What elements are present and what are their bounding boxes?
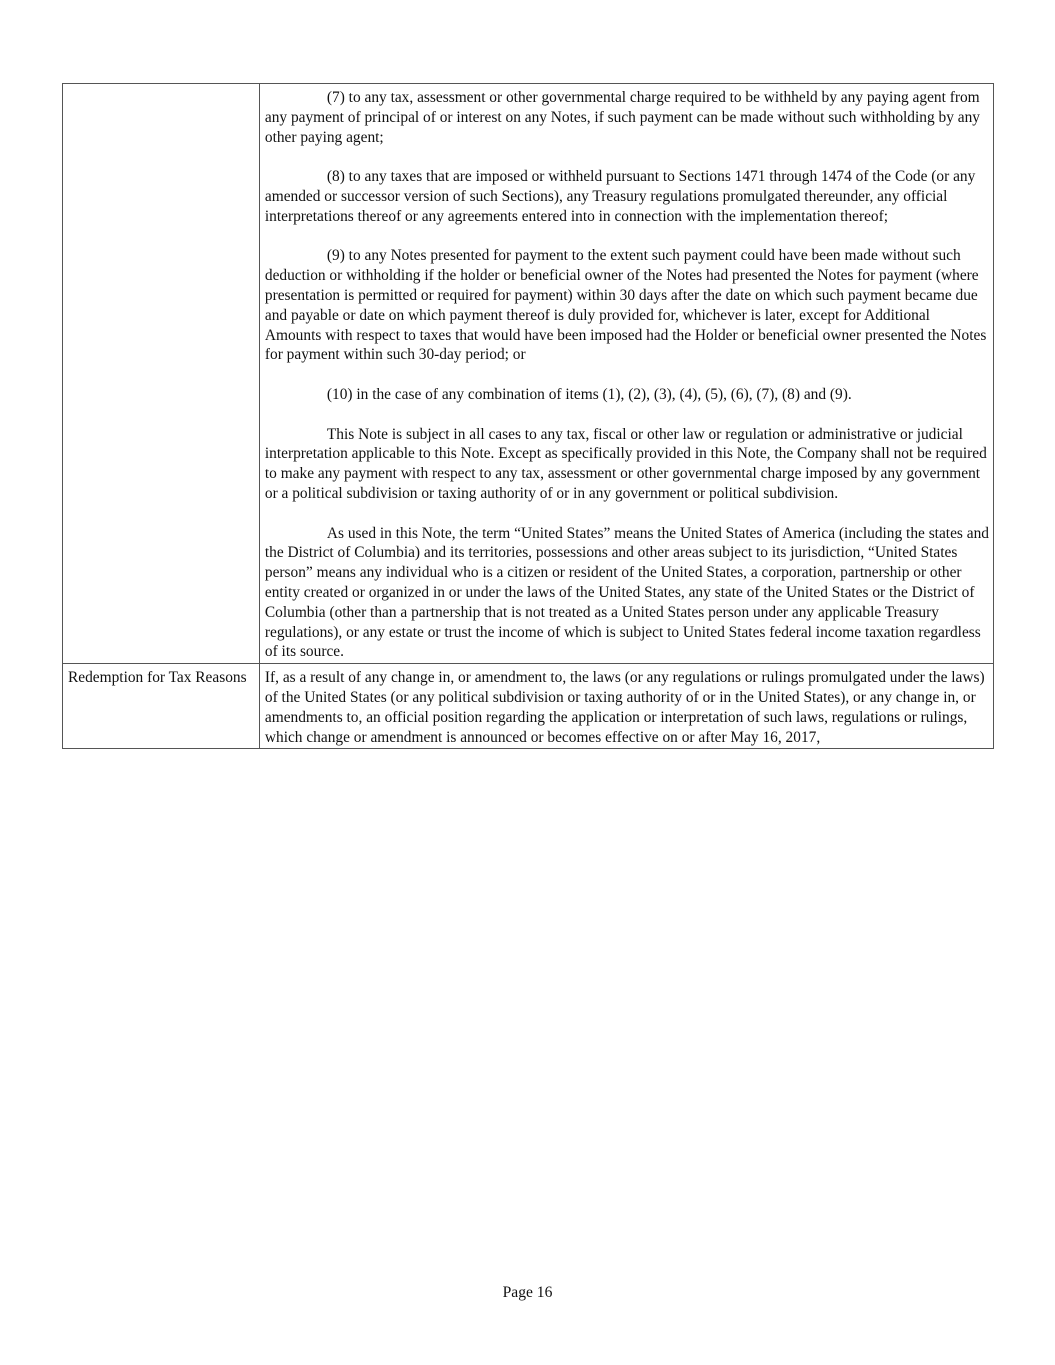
paragraph-text: As used in this Note, the term “United States” means the United States of America (including the states and the District of Columbia) and its territories, possessions and other areas subject to its jurisdiction, “United States person” means any individual who is a citizen or resident of the United States, a corporation, partnership or other entity created or organized in or under the laws of the United States, any state of the United States or the District of Columbia (other than a partnership that is not treated as a United States person under any applicable Treasury regulations), or any estate or trust the income of which is subject to United States federal income taxation regardless of its source. <box>264 524 989 661</box>
paragraph-item-10 <box>265 385 989 405</box>
page-number: Page 16 <box>502 1284 553 1301</box>
paragraph-text: (7) to any tax, assessment or other governmental charge required to be withheld by any paying agent from any payment of principal of or interest on any Notes, if such payment can be made without such withholding by any other paying agent; <box>264 89 980 146</box>
paragraph-text: If, as a result of any change in, or amendment to, the laws (or any regulations or rulings promulgated under the laws) of the United States (or any political subdivision or taxing authority of or in the United States), or any change in, or amendments to, an official position regarding the application or interpretation of such laws, regulations or rulings, which change or amendment is announced or becomes effective on or after May 16, 2017, <box>264 669 985 746</box>
row-text-cell <box>259 664 993 749</box>
table-row-withholding-exceptions <box>63 84 994 664</box>
paragraph-applicable-law <box>265 425 989 504</box>
terms-table <box>62 83 994 749</box>
paragraph-text: (8) to any taxes that are imposed or withheld pursuant to Sections 1471 through 1474 of the Code (or any amended or successor version of such Sections), any Treasury regulations promulgated thereunder, any official interpretations thereof or any agreements entered into in connection with the implementation thereof; <box>264 168 976 225</box>
paragraph-united-states-definition <box>265 524 989 663</box>
paragraph-text: This Note is subject in all cases to any tax, fiscal or other law or regulation or administrative or judicial interpretation applicable to this Note. Except as specifically provided in this Note, the Company shall not be required to make any payment with respect to any tax, assessment or other governmental charge imposed by any government or a political subdivision or taxing authority of or in any government or political subdivision. <box>264 425 987 502</box>
paragraph-item-9 <box>265 246 989 365</box>
paragraph-text: (10) in the case of any combination of items (1), (2), (3), (4), (5), (6), (7), (8) and (9). <box>326 385 852 403</box>
row-label-cell <box>63 84 260 664</box>
paragraph-text: (9) to any Notes presented for payment to the extent such payment could have been made without such deduction or withholding if the holder or beneficial owner of the Notes had presented the Notes for payment (where presentation is permitted or required for payment) within 30 days after the date on which such payment became due and payable or date on which payment thereof is duly provided for, whichever is later, except for Additional Amounts with respect to taxes that would have been imposed had the Holder or beneficial owner presented the Notes for payment within such 30-day period; or <box>264 247 987 364</box>
table-row-redemption-for-tax-reasons <box>63 664 994 749</box>
row-text-cell <box>259 84 993 664</box>
paragraph-redemption-conditions <box>265 668 989 747</box>
paragraph-item-8 <box>265 167 989 226</box>
paragraph-item-7 <box>265 88 989 147</box>
row-label-cell: Redemption for Tax Reasons <box>63 664 260 749</box>
